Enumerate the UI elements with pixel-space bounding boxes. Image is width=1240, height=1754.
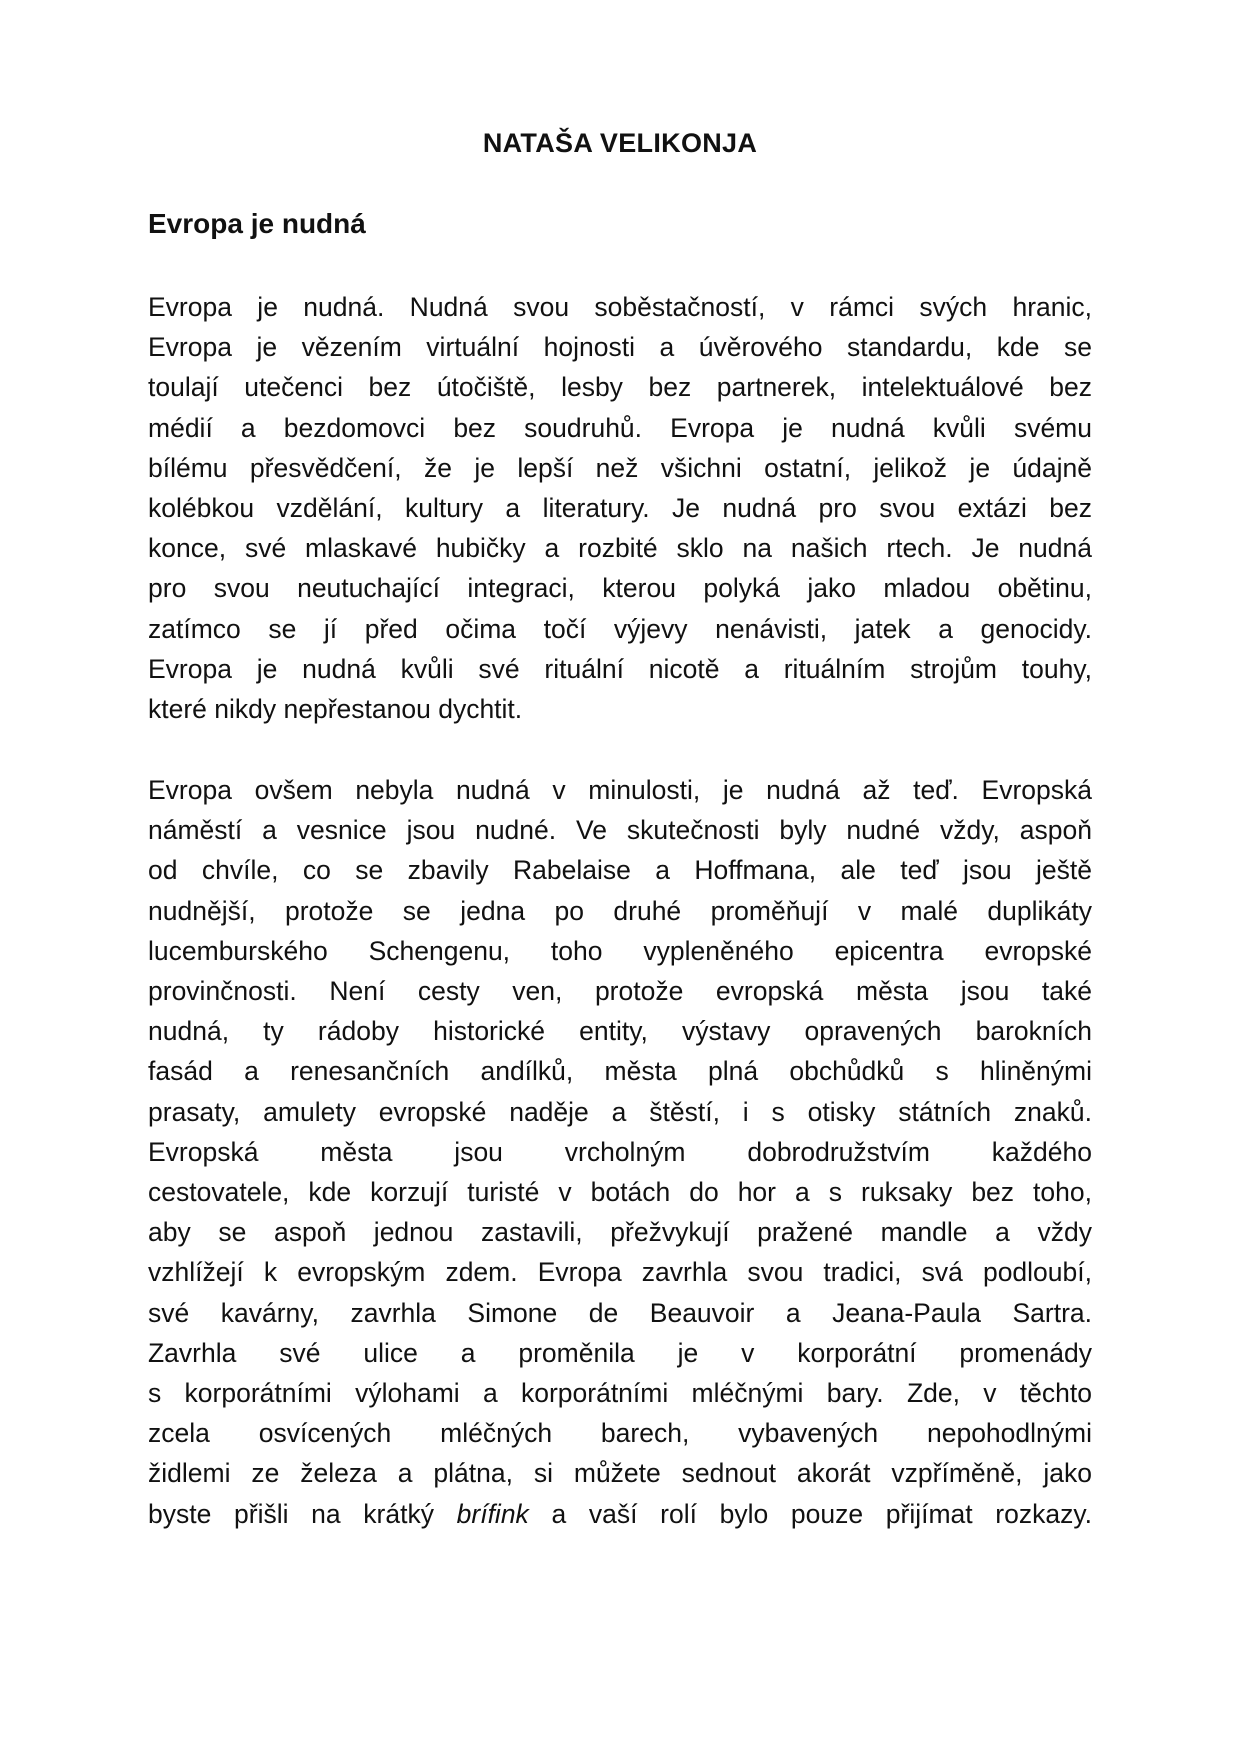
text-line: vzhlížejí k evropským zdem. Evropa zavrhla svou tradici, svá podloubí, [148,1257,1092,1288]
text-line: lucemburského Schengenu, toho vypleněného epicentra evropské [148,935,1092,966]
text-line: zcela osvícených mléčných barech, vybavených nepohodlnými [148,1418,1092,1449]
text-line: nudnější, protože se jedna po druhé proměňují v malé duplikáty [148,895,1092,926]
italic-word: brífink [456,1498,529,1529]
essay-title: Evropa je nudná [148,208,366,239]
text-line: Evropská města jsou vrcholným dobrodružstvím každého [148,1136,1092,1167]
text-line: pro svou neutuchající integraci, kterou polyká jako mladou obětinu, [148,573,1092,604]
text-line: od chvíle, co se zbavily Rabelaise a Hoffmana, ale teď jsou ještě [148,855,1092,886]
text-line: své kavárny, zavrhla Simone de Beauvoir a Jeana-Paula Sartra. [148,1297,1092,1328]
text-line: médií a bezdomovci bez soudruhů. Evropa je nudná kvůli svému [148,412,1092,443]
text-line: náměstí a vesnice jsou nudné. Ve skutečnosti byly nudné vždy, aspoň [148,815,1092,846]
text-line: kolébkou vzdělání, kultury a literatury. Je nudná pro svou extázi bez [148,493,1092,524]
text-line: provinčnosti. Není cesty ven, protože evropská města jsou také [148,976,1092,1007]
text-line-final [148,1494,1092,1534]
text-line: Evropa je vězením virtuální hojnosti a úvěrového standardu, kde se [148,332,1092,363]
text-line: Evropa je nudná kvůli své rituální nicotě a rituálním strojům touhy, [148,653,1092,684]
text-line: prasaty, amulety evropské naděje a štěstí, i s otisky státních znaků. [148,1096,1092,1127]
text-line: bílému přesvědčení, že je lepší než všichni ostatní, jelikož je údajně [148,452,1092,483]
author-name: NATAŠA VELIKONJA [482,128,758,158]
text-line: židlemi ze železa a plátna, si můžete sednout akorát vzpříměně, jako [148,1458,1092,1489]
text-line: Zavrhla své ulice a proměnila je v korporátní promenády [148,1337,1092,1368]
text-line: cestovatele, kde korzují turisté v botách do hor a s ruksaky bez toho, [148,1177,1092,1208]
paragraph-2 [148,770,1092,1534]
text-line: fasád a renesančních andílků, města plná obchůdků s hliněnými [148,1056,1092,1087]
text-line: které nikdy nepřestanou dychtit. [148,694,523,725]
paragraph-1 [148,287,1092,729]
text-line: aby se aspoň jednou zastavili, přežvykují pražené mandle a vždy [148,1217,1092,1248]
text-segment: a vaší rolí bylo pouze přijímat rozkazy. [528,1498,1093,1529]
text-line: zatímco se jí před očima točí výjevy nenávisti, jatek a genocidy. [148,613,1092,644]
text-line: Evropa ovšem nebyla nudná v minulosti, je nudná až teď. Evropská [148,775,1092,805]
text-line: Evropa je nudná. Nudná svou soběstačností, v rámci svých hranic, [148,292,1092,322]
text-line: s korporátními výlohami a korporátními mléčnými bary. Zde, v těchto [148,1378,1092,1409]
text-line: konce, své mlaskavé hubičky a rozbité sklo na našich rtech. Je nudná [148,533,1092,564]
text-line: toulají utečenci bez útočiště, lesby bez partnerek, intelektuálové bez [148,372,1092,403]
text-segment: byste přišli na krátký [148,1498,457,1529]
text-line: nudná, ty rádoby historické entity, výstavy opravených barokních [148,1016,1092,1047]
